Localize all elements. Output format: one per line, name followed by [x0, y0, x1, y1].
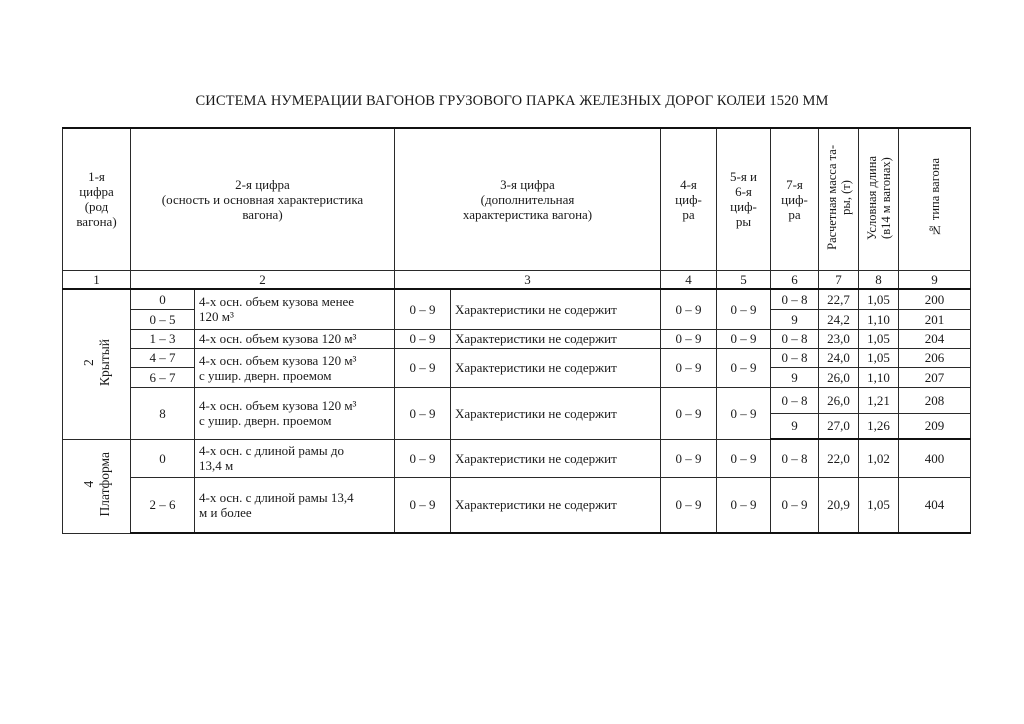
header-digit-2: 2-я цифра (осность и основная характеристика вагона) — [131, 128, 395, 270]
digit2-cell: 0 — [131, 289, 195, 309]
wagon-description: 4-х осн. с длиной рамы до 13,4 м — [195, 439, 395, 477]
col-number: 3 — [395, 270, 661, 289]
digit2-cell: 4 – 7 — [131, 348, 195, 367]
digit3-cell: 0 – 9 — [395, 477, 451, 533]
tare-mass-cell: 24,0 — [819, 348, 859, 367]
digit56-cell: 0 – 9 — [717, 387, 771, 439]
header-tare-mass: Расчетная масса та- ры, (т) — [819, 128, 859, 270]
header-digit-5-6: 5-я и 6-я циф- ры — [717, 128, 771, 270]
type-cell: 207 — [899, 367, 971, 387]
header-row — [63, 128, 971, 270]
length-cell: 1,05 — [859, 348, 899, 367]
digit4-cell: 0 – 9 — [661, 289, 717, 329]
col-number: 9 — [899, 270, 971, 289]
type-cell: 209 — [899, 413, 971, 439]
digit7-cell: 0 – 8 — [771, 329, 819, 348]
digit2-cell: 2 – 6 — [131, 477, 195, 533]
digit2-cell: 8 — [131, 387, 195, 439]
col-number: 8 — [859, 270, 899, 289]
col-number: 6 — [771, 270, 819, 289]
type-cell: 208 — [899, 387, 971, 413]
digit2-cell: 6 – 7 — [131, 367, 195, 387]
table-row — [63, 477, 971, 533]
digit56-cell: 0 – 9 — [717, 289, 771, 329]
type-cell: 400 — [899, 439, 971, 477]
digit3-description: Характеристики не содержит — [451, 329, 661, 348]
tare-mass-cell: 24,2 — [819, 309, 859, 329]
type-cell: 201 — [899, 309, 971, 329]
wagon-description: 4-х осн. с длиной рамы 13,4 м и более — [195, 477, 395, 533]
table-row — [63, 329, 971, 348]
group-covered: 2 Крытый — [63, 289, 131, 439]
length-cell: 1,05 — [859, 477, 899, 533]
digit56-cell: 0 – 9 — [717, 477, 771, 533]
digit7-cell: 9 — [771, 309, 819, 329]
table-row — [63, 439, 971, 477]
column-number-row — [63, 270, 971, 289]
tare-mass-cell: 23,0 — [819, 329, 859, 348]
col-number: 5 — [717, 270, 771, 289]
length-cell: 1,05 — [859, 289, 899, 309]
length-cell: 1,21 — [859, 387, 899, 413]
digit3-description: Характеристики не содержит — [451, 289, 661, 329]
length-cell: 1,10 — [859, 309, 899, 329]
digit7-cell: 0 – 8 — [771, 387, 819, 413]
digit56-cell: 0 – 9 — [717, 348, 771, 387]
wagon-description: 4-х осн. объем кузова 120 м³ с ушир. дверн. проемом — [195, 387, 395, 439]
tare-mass-cell: 22,0 — [819, 439, 859, 477]
col-number: 4 — [661, 270, 717, 289]
wagon-numbering-table — [62, 127, 971, 534]
digit2-cell: 0 – 5 — [131, 309, 195, 329]
digit3-description: Характеристики не содержит — [451, 439, 661, 477]
wagon-description: 4-х осн. объем кузова 120 м³ с ушир. дверн. проемом — [195, 348, 395, 387]
group-platform: 4 Платформа — [63, 439, 131, 533]
digit7-cell: 9 — [771, 367, 819, 387]
digit3-description: Характеристики не содержит — [451, 477, 661, 533]
digit3-description: Характеристики не содержит — [451, 387, 661, 439]
length-cell: 1,05 — [859, 329, 899, 348]
type-cell: 200 — [899, 289, 971, 309]
digit3-cell: 0 – 9 — [395, 289, 451, 329]
tare-mass-cell: 22,7 — [819, 289, 859, 309]
col-number: 7 — [819, 270, 859, 289]
table-row — [63, 387, 971, 413]
header-digit-4: 4-я циф- ра — [661, 128, 717, 270]
table-row — [63, 289, 971, 309]
type-cell: 404 — [899, 477, 971, 533]
tare-mass-cell: 20,9 — [819, 477, 859, 533]
digit4-cell: 0 – 9 — [661, 329, 717, 348]
digit7-cell: 9 — [771, 413, 819, 439]
digit2-cell: 0 — [131, 439, 195, 477]
digit2-cell: 1 – 3 — [131, 329, 195, 348]
col-number: 1 — [63, 270, 131, 289]
digit3-cell: 0 – 9 — [395, 348, 451, 387]
header-digit-3: 3-я цифра (дополнительная характеристика вагона) — [395, 128, 661, 270]
digit3-cell: 0 – 9 — [395, 439, 451, 477]
digit7-cell: 0 – 9 — [771, 477, 819, 533]
digit56-cell: 0 – 9 — [717, 439, 771, 477]
digit7-cell: 0 – 8 — [771, 439, 819, 477]
digit4-cell: 0 – 9 — [661, 477, 717, 533]
wagon-description: 4-х осн. объем кузова менее 120 м³ — [195, 289, 395, 329]
header-digit-1: 1-я цифра (род вагона) — [63, 128, 131, 270]
wagon-description: 4-х осн. объем кузова 120 м³ — [195, 329, 395, 348]
length-cell: 1,02 — [859, 439, 899, 477]
digit3-cell: 0 – 9 — [395, 387, 451, 439]
page-title: СИСТЕМА НУМЕРАЦИИ ВАГОНОВ ГРУЗОВОГО ПАРКА ЖЕЛЕЗНЫХ ДОРОГ КОЛЕИ 1520 ММ — [195, 93, 829, 109]
digit7-cell: 0 – 8 — [771, 289, 819, 309]
header-digit-7: 7-я циф- ра — [771, 128, 819, 270]
type-cell: 204 — [899, 329, 971, 348]
table-row — [63, 348, 971, 367]
header-wagon-type: № типа вагона — [899, 128, 971, 270]
digit4-cell: 0 – 9 — [661, 348, 717, 387]
digit7-cell: 0 – 8 — [771, 348, 819, 367]
header-conventional-length: Условная длина (в14 м вагонах) — [859, 128, 899, 270]
digit3-cell: 0 – 9 — [395, 329, 451, 348]
digit3-description: Характеристики не содержит — [451, 348, 661, 387]
digit4-cell: 0 – 9 — [661, 439, 717, 477]
tare-mass-cell: 26,0 — [819, 387, 859, 413]
digit4-cell: 0 – 9 — [661, 387, 717, 439]
type-cell: 206 — [899, 348, 971, 367]
tare-mass-cell: 27,0 — [819, 413, 859, 439]
length-cell: 1,10 — [859, 367, 899, 387]
col-number: 2 — [131, 270, 395, 289]
digit56-cell: 0 – 9 — [717, 329, 771, 348]
length-cell: 1,26 — [859, 413, 899, 439]
tare-mass-cell: 26,0 — [819, 367, 859, 387]
